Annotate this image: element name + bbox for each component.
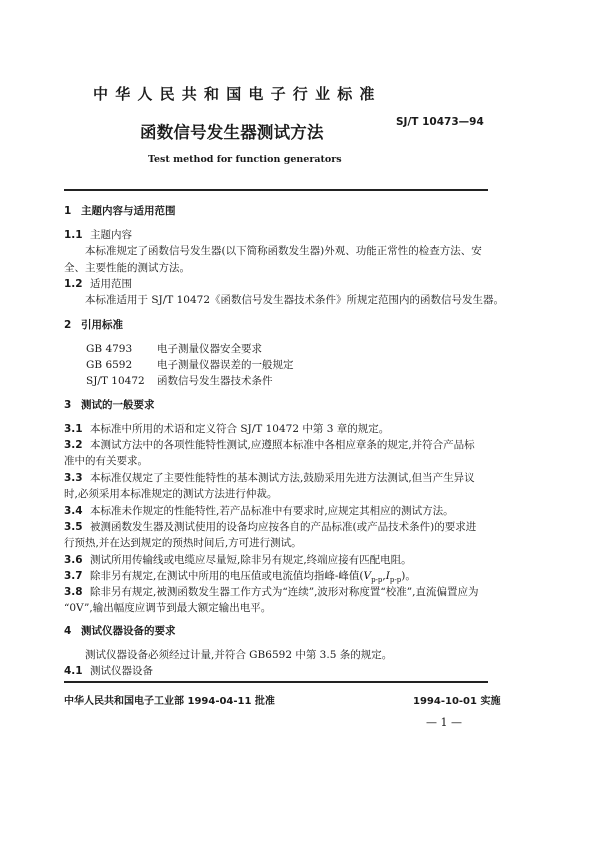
section-title: 主题内容与适用范围: [81, 205, 176, 217]
section-number: 1: [64, 205, 72, 217]
subsection-heading-1-2: [64, 276, 132, 291]
clause-3-8: [64, 584, 478, 599]
paragraph-1-1-line2: 全、主要性能的测试方法。: [64, 262, 190, 274]
clause-text: 本标准未作规定的性能特性,若产品标准中有要求时,应规定其相应的测试方法。: [90, 505, 454, 517]
section-heading-4: [64, 623, 176, 638]
reference-name: 电子测量仪器安全要求: [157, 343, 262, 355]
clause-3-3: [64, 470, 475, 485]
standard-organization: 中华人民共和国电子行业标准: [93, 85, 382, 103]
clause-3-8-line2: “0V”,输出幅度应调节到最大额定输出电平。: [64, 602, 272, 614]
reference-item: [86, 357, 294, 372]
separator: ,: [382, 570, 386, 582]
paragraph-1-1-line1: 本标准规定了函数信号发生器(以下简称函数发生器)外观、功能正常性的检查方法、安: [85, 245, 482, 257]
clause-text: 测试所用传输线或电缆应尽量短,除非另有规定,终端应接有匹配电阻。: [90, 554, 412, 566]
clause-number: 3.7: [64, 570, 83, 582]
subsection-title: 测试仪器设备: [90, 665, 153, 677]
clause-3-6: [64, 552, 412, 567]
subsection-heading-1-1: [64, 227, 132, 242]
voltage-symbol: V: [363, 570, 372, 582]
section-4-intro: 测试仪器设备必须经过计量,并符合 GB6592 中第 3.5 条的规定。: [85, 649, 393, 661]
top-divider: [64, 189, 488, 191]
reference-name: 电子测量仪器误差的一般规定: [157, 359, 294, 371]
clause-text: 本测试方法中的各项性能特性测试,应遵照本标准中各相应章条的规定,并符合产品标: [90, 439, 475, 451]
clause-text: 除非另有规定,被测函数发生器工作方式为“连续”,波形对称度置“校准”,直流偏置应为: [90, 586, 479, 598]
reference-code: GB 6592: [86, 359, 133, 371]
subsection-heading-4-1: [64, 663, 153, 678]
reference-name: 函数信号发生器技术条件: [157, 375, 273, 387]
reference-code: GB 4793: [86, 343, 133, 355]
clause-text: 本标准中所用的术语和定义符合 SJ/T 10472 中第 3 章的规定。: [90, 423, 390, 435]
section-heading-1: [64, 203, 176, 218]
bottom-divider: [64, 681, 488, 683]
paragraph-1-2-line1: 本标准适用于 SJ/T 10472《函数信号发生器技术条件》所规定范围内的函数信号发生器。: [85, 294, 505, 306]
clause-number: 3.5: [64, 521, 83, 533]
section-number: 4: [64, 625, 72, 637]
clause-3-7: [64, 568, 416, 584]
subsection-title: 适用范围: [90, 278, 132, 290]
clause-3-4: [64, 503, 454, 518]
section-title: 引用标准: [81, 319, 123, 331]
clause-3-1: [64, 421, 389, 436]
clause-number: 3.4: [64, 505, 83, 517]
clause-number: 3.2: [64, 439, 83, 451]
implementation-date: 1994-10-01 实施: [413, 696, 501, 707]
voltage-subscript: p-p: [371, 576, 383, 585]
subsection-number: 1.1: [64, 229, 83, 241]
clause-text-end: )。: [401, 570, 416, 582]
reference-code: SJ/T 10472: [86, 375, 145, 387]
clause-text: 被测函数发生器及测试使用的设备均应按各自的产品标准(或产品技术条件)的要求进: [90, 521, 477, 533]
approval-line: 中华人民共和国电子工业部 1994-04-11 批准: [64, 696, 275, 707]
section-number: 2: [64, 319, 72, 331]
clause-text: 本标准仅规定了主要性能特性的基本测试方法,鼓励采用先进方法测试,但当产生异议: [90, 472, 475, 484]
section-title: 测试仪器设备的要求: [81, 625, 176, 637]
clause-number: 3.3: [64, 472, 83, 484]
subsection-title: 主题内容: [90, 229, 132, 241]
document-title: 函数信号发生器测试方法: [140, 123, 324, 142]
subsection-number: 1.2: [64, 278, 83, 290]
section-heading-2: [64, 317, 123, 332]
current-subscript: p-p: [389, 576, 402, 585]
clause-number: 3.8: [64, 586, 83, 598]
clause-3-2-line2: 准中的有关要求。: [64, 455, 148, 467]
clause-3-3-line2: 时,必须采用本标准规定的测试方法进行仲裁。: [64, 488, 278, 500]
section-title: 测试的一般要求: [81, 399, 155, 411]
current-symbol: I: [385, 570, 390, 582]
section-number: 3: [64, 399, 72, 411]
clause-number: 3.1: [64, 423, 83, 435]
clause-3-5-line2: 行预热,并在达到规定的预热时间后,方可进行测试。: [64, 537, 302, 549]
clause-3-5: [64, 519, 476, 534]
subsection-number: 4.1: [64, 665, 83, 677]
section-heading-3: [64, 397, 155, 412]
document-subtitle-en: Test method for function generators: [148, 154, 342, 165]
reference-item: [86, 341, 262, 356]
standard-code: SJ/T 10473—94: [396, 116, 484, 128]
reference-item: [86, 373, 273, 388]
page-number: — 1 —: [426, 716, 462, 729]
clause-number: 3.6: [64, 554, 83, 566]
clause-text: 除非另有规定,在测试中所用的电压值或电流值均指峰-峰值(: [90, 570, 364, 582]
clause-3-2: [64, 437, 475, 452]
